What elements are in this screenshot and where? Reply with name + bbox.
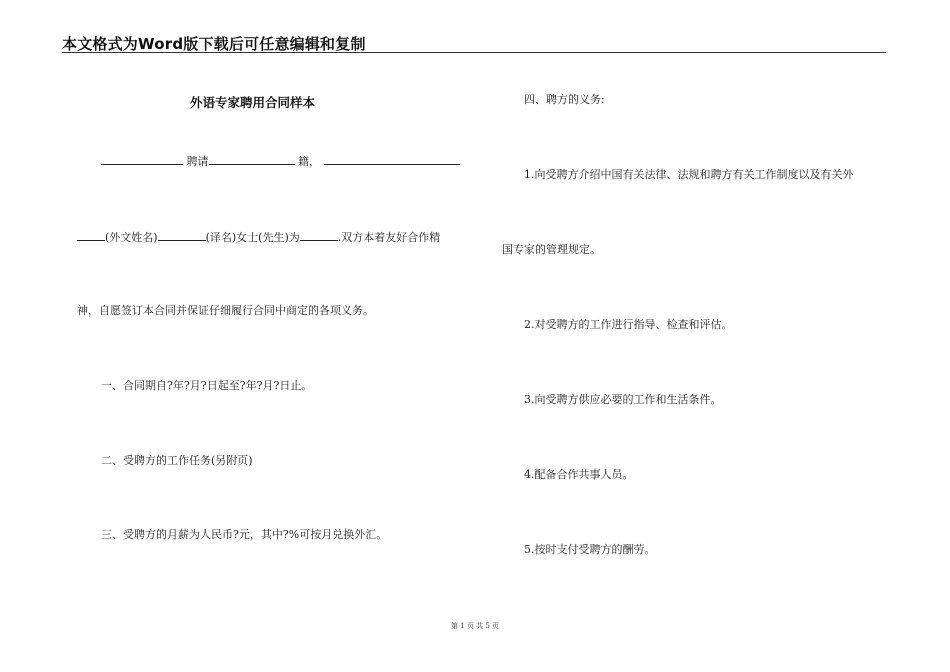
text-cooperation: .双方本着友好合作精 (337, 231, 441, 244)
blank-translated-name (158, 229, 206, 241)
clause-3: 三、受聘方的月薪为人民币?元，其中?%可按月兑换外汇。 (101, 528, 388, 541)
text-foreign-name: (外文姓名) (105, 231, 158, 244)
obligation-4: 4.配备合作共事人员。 (524, 468, 634, 481)
obligation-1-line-1: 1.向受聘方介绍中国有关法律、法规和聘方有关工作制度以及有关外 (524, 168, 854, 181)
blank-name (324, 153, 460, 165)
obligation-3: 3.向受聘方供应必要的工作和生活条件。 (524, 393, 722, 406)
text-translated-name: (译名)女士(先生)为 (205, 231, 300, 244)
clause-2: 二、受聘方的工作任务(另附页) (101, 454, 253, 467)
document-header: 本文格式为Word版下载后可任意编辑和复制 (62, 35, 366, 53)
obligation-5: 5.按时支付受聘方的酬劳。 (524, 543, 656, 556)
clause-4-heading: 四、聘方的义务: (524, 93, 605, 106)
blank-nationality (209, 153, 295, 165)
clause-1: 一、合同期自?年?月?日起至?年?月?日止。 (101, 379, 313, 392)
blank-position (300, 229, 338, 241)
obligation-2: 2.对受聘方的工作进行指导、检查和评估。 (524, 318, 733, 331)
obligation-1-line-2: 国专家的管理规定。 (502, 243, 601, 256)
blank-employer (101, 153, 183, 165)
page-number: 第 1 页 共 5 页 (450, 622, 500, 630)
document-title: 外语专家聘用合同样本 (190, 95, 316, 110)
blank-foreign-name (77, 229, 105, 241)
text-hire: 聘请 (186, 155, 209, 168)
contract-line-3: 神，自愿签订本合同并保证仔细履行合同中商定的各项义务。 (77, 304, 374, 317)
text-nationality: 籍， (298, 155, 320, 168)
header-divider (62, 52, 886, 53)
contract-line-1 (101, 153, 460, 169)
contract-line-2 (77, 229, 440, 245)
